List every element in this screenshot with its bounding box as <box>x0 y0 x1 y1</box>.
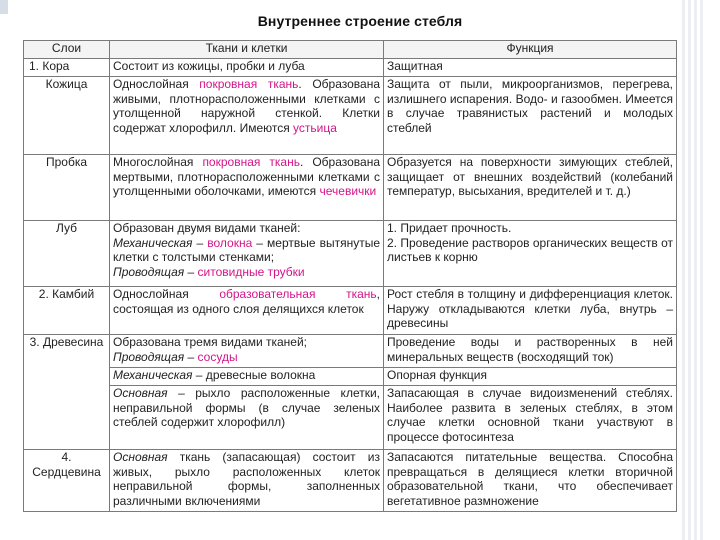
table-row-serdtsevina <box>24 450 677 512</box>
slide-corner-decoration <box>0 0 8 14</box>
function-cell: Проведение воды и растворенных в ней минеральных веществ (восходящий ток) <box>384 335 677 368</box>
text-span: Образована тремя видами тканей; <box>113 335 307 349</box>
header-function: Функция <box>384 41 677 59</box>
text-span: Механическая <box>113 235 193 250</box>
text-span: Однослойная <box>113 77 200 91</box>
layer-cell: 4. Сердцевина <box>24 450 110 512</box>
text-span: Проводящая <box>113 264 185 279</box>
table-row-lub <box>24 221 677 287</box>
text-line <box>113 236 380 265</box>
tissue-cell: Состоит из кожицы, пробки и луба <box>110 59 384 77</box>
text-span: Многослойная <box>113 155 203 169</box>
text-span: Образован двумя видами тканей: <box>113 221 301 235</box>
text-span: ткань (запасающая) состоит из живых, рыхло расположенных клеток неправильной формы, заполненных различными включениями <box>113 450 380 508</box>
function-cell: Запасающая в случае видоизменений стеблях. Наиболее развита в зеленых стеблях, в этом случае клетки основной ткани участвуют в процессе фотосинтеза <box>384 386 677 450</box>
highlight-term: покровная ткань <box>199 77 299 91</box>
text-span: Проводящая <box>113 349 185 364</box>
text-span: , состоящая из одного слоя делящихся клеток <box>113 287 380 316</box>
text-span: Однослойная <box>113 287 220 301</box>
layer-cell: 1. Кора <box>24 59 110 77</box>
tissue-cell <box>110 155 384 221</box>
function-cell: Опорная функция <box>384 368 677 386</box>
tissue-cell <box>110 287 384 335</box>
slide-side-decoration <box>682 0 706 540</box>
table-row-probka <box>24 155 677 221</box>
function-cell: Образуется на поверхности зимующих стеблей, защищает от внешних воздействий (колебаний температур, высыхания, вредителей и т. д.) <box>384 155 677 221</box>
function-cell: Рост стебля в толщину и дифференциация клеток. Наружу откладываются клетки луба, внутрь – древесины <box>384 287 677 335</box>
text-span: – рыхло расположенные клетки, неправильной формы (в случае зеленых стеблей содержит хлорофилл) <box>113 386 380 429</box>
text-span: . Образована мертвыми, плотнорасположенными клетками с утолщенными оболочками, имеются <box>113 155 381 198</box>
text-span: Основная <box>113 386 168 400</box>
function-cell <box>384 221 677 287</box>
header-layers: Слои <box>24 41 110 59</box>
text-span: Основная <box>113 450 168 464</box>
highlight-term: чечевички <box>319 184 377 198</box>
layer-cell: Луб <box>24 221 110 287</box>
layer-cell: 2. Камбий <box>24 287 110 335</box>
text-span: – мертвые вытянутые клетки с толстыми стенками; <box>113 235 380 264</box>
tissue-cell <box>110 335 384 368</box>
text-span: Механическая <box>113 368 193 382</box>
text-span: – <box>184 349 198 364</box>
text-span: – <box>184 264 198 279</box>
page-title: Внутреннее строение стебля <box>257 13 463 29</box>
text-span: . Образована живыми, плотнорасположенными клетками с утолщенной наружной стенкой. Клетки содержат хлорофилл. Имеются <box>113 77 380 135</box>
text-span: 2. Проведение растворов органических веществ от листьев к корню <box>387 235 673 264</box>
header-tissues: Ткани и клетки <box>110 41 384 59</box>
tissue-cell <box>110 386 384 450</box>
highlight-term: устьица <box>293 120 337 135</box>
text-line <box>113 350 380 365</box>
text-line <box>113 265 380 280</box>
highlight-term: сосуды <box>197 349 238 364</box>
tissue-cell <box>110 221 384 287</box>
highlight-term: волокна <box>207 235 253 250</box>
layer-cell: Пробка <box>24 155 110 221</box>
table-row-drevesina-1 <box>24 335 677 368</box>
highlight-term: покровная ткань <box>202 155 300 169</box>
text-span: 1. Придает прочность. <box>387 221 512 235</box>
layer-cell: Кожица <box>24 77 110 155</box>
stem-structure-table <box>23 40 677 512</box>
highlight-term: образовательная ткань <box>219 287 377 301</box>
tissue-cell <box>110 77 384 155</box>
tissue-cell <box>110 368 384 386</box>
table-row-drevesina-2 <box>24 368 677 386</box>
text-span: – <box>192 235 208 250</box>
function-cell: Защита от пыли, микроорганизмов, перегрева, излишнего испарения. Водо- и газообмен. Имеется в случае травянистых растений и молодых стеблей <box>384 77 677 155</box>
table-header-row <box>24 41 677 59</box>
highlight-term: ситовидные трубки <box>197 264 305 279</box>
table-row-kora <box>24 59 677 77</box>
table-row-kambiy <box>24 287 677 335</box>
tissue-cell <box>110 450 384 512</box>
function-cell: Защитная <box>384 59 677 77</box>
layer-cell: 3. Древесина <box>24 335 110 450</box>
table-row-drevesina-3 <box>24 386 677 450</box>
function-cell: Запасаются питательные вещества. Способна превращаться в делящиеся клетки вторичной образовательной ткани, что обеспечивает вегетативное размножение <box>384 450 677 512</box>
table-row-kozhitsa <box>24 77 677 155</box>
text-span: – древесные волокна <box>192 368 316 382</box>
